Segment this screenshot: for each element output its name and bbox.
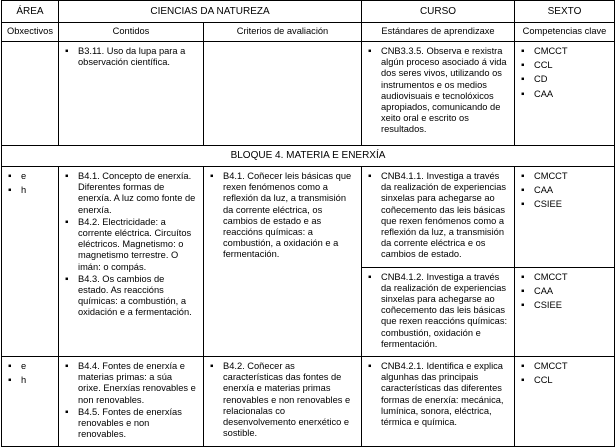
list-item: ▪ CAA xyxy=(521,89,608,100)
list-item: ▪ B4.4. Fontes de enerxía e materias primas: a súa orixe. Enerxías renovables e non renovables. xyxy=(65,361,197,406)
row2-contidos xyxy=(59,167,204,357)
table-row xyxy=(2,357,615,447)
list-item: ▪ CNB4.2.1. Identifica e explica algunhas das principais características das diferentes formas de enerxía: mecánica, lumínica, sonora, eléctrica, térmica e química. xyxy=(368,361,508,428)
col-competencias: Competencias clave xyxy=(515,23,615,42)
list-item: ▪ e xyxy=(8,171,52,182)
area-label: ÁREA xyxy=(2,1,59,23)
list-item: ▪ B4.3. Os cambios de estado. As reaccións químicas: a combustión, a oxidación e a fermentación. xyxy=(65,274,197,319)
row2-objectivos xyxy=(2,167,59,357)
row2-competencias-b xyxy=(515,267,615,356)
list-item: ▪ h xyxy=(8,185,52,196)
list-item: ▪ CAA xyxy=(521,286,608,297)
list-item: ▪ CNB3.3.5. Observa e rexistra algún proceso asociado á vida dos seres vivos, utilizando os instrumentos e os medios audiovisuais e tecnolóxicos apropiados, comunicando de xeito oral e escrito os resultados. xyxy=(368,46,508,136)
row3-competencias xyxy=(515,357,615,447)
curriculum-table xyxy=(1,0,615,447)
row3-estandares xyxy=(362,357,515,447)
row2-estandares-a xyxy=(362,167,515,268)
list-item: ▪ B4.5. Fontes de enerxías renovables e non renovables. xyxy=(65,407,197,441)
row1-criterios xyxy=(204,42,362,146)
list-item: ▪ e xyxy=(8,361,52,372)
list-item: ▪ CCL xyxy=(521,375,608,386)
list-item: ▪ B3.11. Uso da lupa para a observación científica. xyxy=(65,46,197,68)
row1-estandares xyxy=(362,42,515,146)
row3-objectivos xyxy=(2,357,59,447)
list-item: ▪ CMCCT xyxy=(521,46,608,57)
area-value: CIENCIAS DA NATUREZA xyxy=(59,1,362,23)
row1-competencias xyxy=(515,42,615,146)
col-contidos: Contidos xyxy=(59,23,204,42)
list-item: ▪ CD xyxy=(521,74,608,85)
curriculum-table-wrapper xyxy=(1,0,614,447)
row3-criterios xyxy=(204,357,362,447)
curso-label: CURSO xyxy=(362,1,515,23)
list-item: ▪ B4.1. Concepto de enerxía. Diferentes formas de enerxía. A luz como fonte de enerxía. xyxy=(65,171,197,216)
list-item: ▪ CSIEE xyxy=(521,300,608,311)
row3-contidos xyxy=(59,357,204,447)
list-item: ▪ CMCCT xyxy=(521,272,608,283)
list-item: ▪ CMCCT xyxy=(521,171,608,182)
list-item: ▪ CMCCT xyxy=(521,361,608,372)
col-estandares: Estándares de aprendizaxe xyxy=(362,23,515,42)
row2-criterios xyxy=(204,167,362,357)
list-item: ▪ CAA xyxy=(521,185,608,196)
curso-value: SEXTO xyxy=(515,1,615,23)
bloque-title: BLOQUE 4. MATERIA E ENERXÍA xyxy=(2,146,615,167)
col-criterios: Criterios de avaliación xyxy=(204,23,362,42)
list-item: ▪ CCL xyxy=(521,60,608,71)
row1-contidos xyxy=(59,42,204,146)
col-objectivos: Obxectivos xyxy=(2,23,59,42)
column-header-row xyxy=(2,23,615,42)
header-row xyxy=(2,1,615,23)
row1-objectivos xyxy=(2,42,59,146)
list-item: ▪ B4.2. Electricidade: a corrente eléctrica. Circuítos eléctricos. Magnetismo: o magnetismo terrestre. O imán: o compás. xyxy=(65,217,197,273)
list-item: ▪ CNB4.1.2. Investiga a través da realización de experiencias sinxelas para achegarse ao coñecemento das leis básicas que rexen reaccións químicas: combustión, oxidación e fermentación. xyxy=(368,272,508,350)
row2-competencias-a xyxy=(515,167,615,268)
list-item: ▪ h xyxy=(8,375,52,386)
bloque-row xyxy=(2,146,615,167)
row2-estandares-b xyxy=(362,267,515,356)
list-item: ▪ CSIEE xyxy=(521,199,608,210)
list-item: ▪ B4.1. Coñecer leis básicas que rexen fenómenos como a reflexión da luz, a transmisión da corrente eléctrica, os cambios de estado e as reaccións químicas: a combustión, a oxidación e a fermentación. xyxy=(210,171,355,261)
table-row xyxy=(2,42,615,146)
list-item: ▪ CNB4.1.1. Investiga a través da realización de experiencias sinxelas para achegarse ao coñecemento das leis básicas que rexen fenómenos como a reflexión da luz, a transmisión da corrente eléctrica e os cambios de estado. xyxy=(368,171,508,261)
list-item: ▪ B4.2. Coñecer as características das fontes de enerxía e materias primas renovables e non renovables e relacionalas co desenvolvemento enerxético e sostible. xyxy=(210,361,355,439)
table-row xyxy=(2,167,615,268)
